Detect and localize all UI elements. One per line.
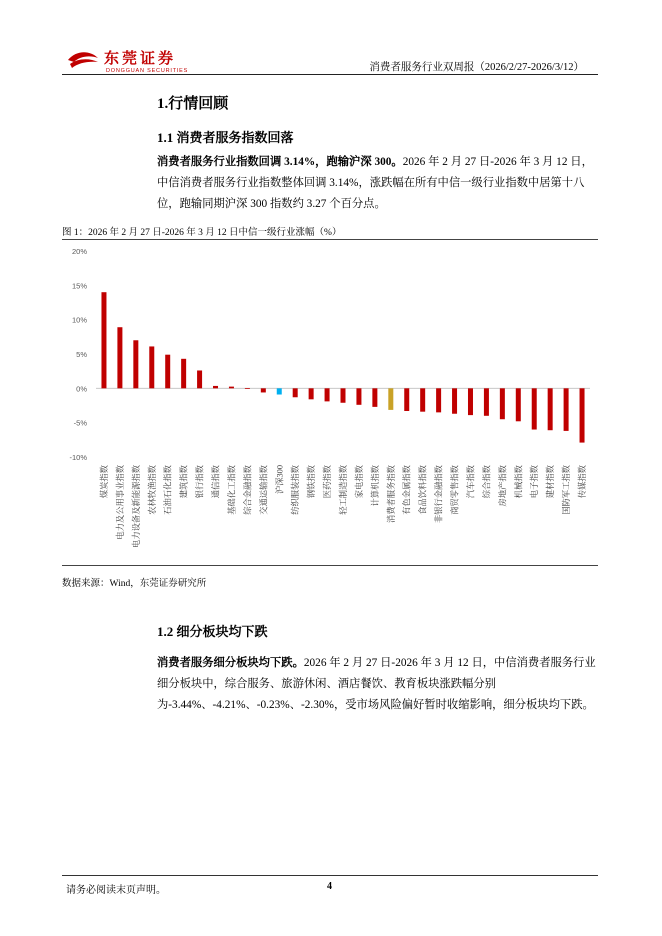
x-tick-label: 非银行金融指数 [434,465,444,524]
chart-bar [564,388,569,431]
y-tick-label: -5% [73,418,87,428]
x-tick-label: 交通运输指数 [259,465,269,515]
page-number: 4 [327,881,332,892]
y-tick-label: 5% [76,350,87,359]
company-logo [66,46,216,74]
y-tick-label: 10% [71,315,87,325]
y-tick-label: 20% [71,247,87,256]
x-tick-label: 家电指数 [354,465,364,499]
chart-bar [133,340,138,388]
chart-bar [117,327,122,388]
subsection-heading: 1.1 消费者服务指数回落 [157,130,294,145]
chart-bar [197,370,202,388]
x-tick-label: 食品饮料指数 [418,465,428,515]
chart-bar [229,387,234,389]
chart-bar [341,388,346,402]
subsection-heading: 1.2 细分板块均下跌 [157,624,268,639]
report-header-title: 消费者服务行业双周报（2026/2/27-2026/3/12） [369,62,584,73]
x-tick-label: 煤炭指数 [99,465,109,499]
x-tick-label: 基础化工指数 [227,465,237,515]
paragraph-body: 2026 年 2 月 27 日-2026 年 3 月 12 日，中信消费者服务行业指数整体回调 3.14%，涨跌幅在所有中信一级行业指数中居第十八位，跑输同期沪深 300 指数约 3.27 个百分点。 [157,156,593,210]
chart-bar [484,388,489,415]
chart-bar [436,388,441,412]
paragraph-body: 2026 年 2 月 27 日-2026 年 3 月 12 日，中信消费者服务行业细分板块中，综合服务、旅游休闲、酒店餐饮、教育板块涨跌幅分别为-3.44%、-4.21%、-0.23%、-2.30%，受市场风险偏好暂时收缩影响，细分板块均下跌。 [157,657,596,711]
paragraph-lead: 消费者服务行业指数回调 3.14%，跑输沪深 300。 [157,156,403,168]
chart-bar [500,388,505,419]
chart-caption: 图 1：2026 年 2 月 27 日-2026 年 3 月 12 日中信一级行业涨幅（%） [62,228,342,238]
chart-bar [245,388,250,389]
x-tick-label: 电子指数 [530,465,540,499]
x-tick-label: 钢铁指数 [307,465,317,499]
chart-bar [165,355,170,389]
x-tick-label: 农林牧渔指数 [147,465,157,515]
logo-subtext: DONGGUAN SECURITIES [106,68,189,74]
x-tick-label: 轻工制造指数 [339,465,348,515]
y-tick-label: -10% [69,453,87,462]
x-tick-label: 建筑指数 [179,465,189,499]
x-tick-label: 传媒指数 [578,465,588,499]
x-tick-label: 通信指数 [211,465,221,499]
chart-bar [372,388,377,407]
chart-bar [213,386,218,388]
chart-bar [532,388,537,429]
x-tick-label: 纺织服装指数 [291,465,301,515]
section-paragraph [157,152,597,215]
x-tick-label: 计算机指数 [370,465,380,507]
x-tick-label: 电力设备及新能源指数 [131,465,141,548]
chart-bar [548,388,553,430]
chart-bar [580,388,585,442]
logo-text: 东莞证券 [104,51,177,67]
chart-bar [420,388,425,411]
chart-bar [325,388,330,401]
industry-return-chart [62,240,602,562]
x-tick-label: 国防军工指数 [562,465,572,515]
section-paragraph [157,653,597,716]
x-tick-label: 建材指数 [546,464,556,499]
chart-bar [293,388,298,397]
x-tick-label: 有色金属指数 [402,465,412,515]
x-tick-label: 银行指数 [195,465,205,499]
x-tick-label: 综合金融指数 [243,465,253,515]
chart-bar [261,388,266,392]
x-tick-label: 石油石化指数 [163,465,173,515]
chart-bar [149,346,154,388]
chart-source: 数据来源：Wind，东莞证券研究所 [62,579,207,589]
chart-bar [516,388,521,421]
chart-bottom-divider [62,565,598,566]
x-tick-label: 房地产指数 [498,465,508,507]
chart-bar [404,388,409,411]
x-tick-label: 电力及公用事业指数 [115,465,125,540]
chart-bar [277,388,282,394]
x-tick-label: 消费者服务指数 [386,465,396,524]
footer-divider [62,875,598,876]
y-tick-label: 0% [76,384,87,394]
chart-bar [101,292,106,388]
chart-bar [309,388,314,399]
x-tick-label: 汽车指数 [466,465,476,499]
x-tick-label: 商贸零售指数 [450,465,460,515]
x-tick-label: 医药指数 [323,465,333,499]
x-tick-label: 机械指数 [514,465,524,499]
header-divider [62,74,598,75]
y-tick-label: 15% [71,281,87,291]
chart-bar [388,388,393,410]
section-heading: 1.行情回顾 [157,96,229,112]
chart-bar [356,388,361,404]
chart-bar [181,359,186,389]
x-tick-label: 沪深300 [275,465,285,495]
footer-disclaimer: 请务必阅读末页声明。 [66,885,166,896]
paragraph-lead: 消费者服务细分板块均下跌。 [157,657,304,669]
chart-bar [468,388,473,415]
x-tick-label: 综合指数 [482,465,492,499]
chart-bar [452,388,457,413]
